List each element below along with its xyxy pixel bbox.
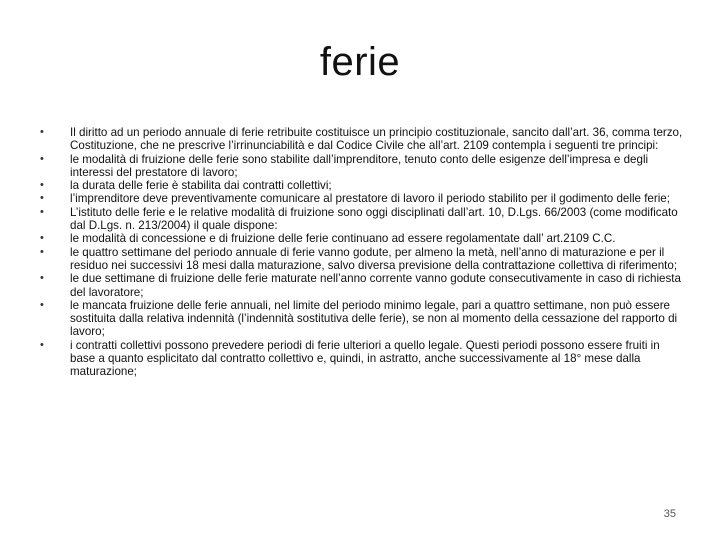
bullet-dot-icon: • [40,272,44,285]
bullet-dot-icon: • [40,179,44,192]
bullet-dot-icon: • [40,205,44,218]
bullet-dot-icon: • [40,245,44,258]
bullet-item [36,192,686,205]
bullet-item [36,232,686,245]
bullet-dot-icon: • [40,338,44,351]
bullet-item [36,246,686,273]
bullet-dot-icon: • [40,298,44,311]
slide-title: ferie [319,40,401,84]
bullet-dot-icon: • [40,152,44,165]
bullet-text: le modalità di concessione e di fruizione delle ferie continuano ad essere regolamentate dall’ art.2109 C.C. [70,232,616,246]
bullet-dot-icon: • [40,126,44,138]
bullet-item [36,126,686,153]
bullet-text: L’istituto delle ferie e le relative modalità di fruizione sono oggi disciplinati dall’art. 10, D.Lgs. 66/2003 (come modificato dal D.Lgs. n. 213/2004) il quale dispone: [70,205,678,233]
page-number: 35 [663,508,676,520]
bullet-text: i contratti collettivi possono prevedere periodi di ferie ulteriori a quello legale. Questi periodi possono essere fruiti in base a quanto esplicitato dal contratto collettivo e, quindi, in astratto, anche successivamente al 18° mese dalla maturazione; [70,338,660,379]
bullet-item [36,339,686,379]
bullet-text: Il diritto ad un periodo annuale di ferie retribuite costituisce un principio costituzionale, sancito dall’art. 36, comma terzo, Costituzione, che ne prescrive l’irrinunciabilità e dal Codice Civile che all’art. 2109 contempla i seguenti tre principi: [70,126,683,153]
bullet-item [36,206,686,233]
bullet-dot-icon: • [40,232,44,245]
bullet-dot-icon: • [40,192,44,205]
bullet-text: le mancata fruizione delle ferie annuali, nel limite del periodo minimo legale, pari a quattro settimane, non può essere sostituita dalla relativa indennità (l’indennità sostitutiva delle ferie), se non al momento della cessazione del rapporto di lavoro; [70,298,678,339]
bullet-list [36,126,686,379]
bullet-text: la durata delle ferie è stabilita dai contratti collettivi; [70,179,332,193]
bullet-text: le modalità di fruizione delle ferie sono stabilite dall’imprenditore, tenuto conto delle esigenze dell’impresa e degli interessi del prestatore di lavoro; [70,152,649,179]
bullet-item [36,153,686,180]
bullet-text: le quattro settimane del periodo annuale di ferie vanno godute, per almeno la metà, nell’anno di maturazione e per il residuo nei successivi 18 mesi dalla maturazione, salvo diversa previsione della contrattazione collettiva di riferimento; [70,245,678,272]
bullet-item [36,179,686,192]
bullet-item [36,299,686,339]
bullet-text: le due settimane di fruizione delle ferie maturate nell’anno corrente vanno godute consecutivamente in caso di richiesta del lavoratore; [70,272,681,299]
bullet-text: l’imprenditore deve preventivamente comunicare al prestatore di lavoro il periodo stabilito per il godimento delle ferie; [70,192,670,206]
bullet-item [36,272,686,299]
